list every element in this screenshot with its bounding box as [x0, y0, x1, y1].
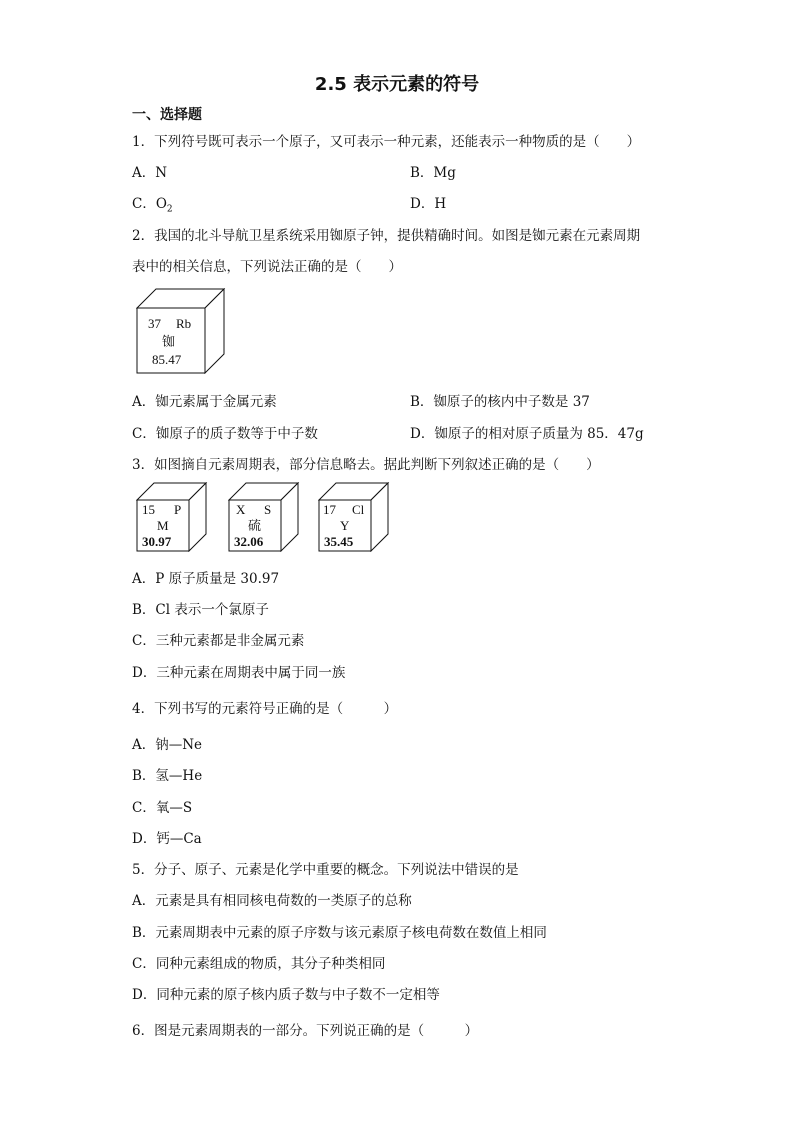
cl-mass: 35.45 [324, 534, 354, 549]
q1-option-c-subscript: 2 [166, 204, 173, 215]
q2-option-d: D．铷原子的相对原子质量为 85．47g [410, 426, 644, 442]
q1-option-b: B．Mg [410, 165, 456, 181]
question-6-stem: 6．图是元素周期表的一部分。下列说正确的是（ ） [132, 1023, 479, 1039]
cl-symbol: Cl [352, 502, 365, 517]
question-5-stem: 5．分子、原子、元素是化学中重要的概念。下列说法中错误的是 [132, 862, 519, 878]
q1-option-c-text: C．O [132, 196, 167, 212]
p-name: M [157, 518, 169, 533]
q5-option-c: C．同种元素组成的物质，其分子种类相同 [132, 956, 386, 972]
rb-name: 铷 [162, 334, 176, 349]
p-atomic-number: 15 [142, 502, 155, 517]
q5-option-d: D．同种元素的原子核内质子数与中子数不一定相等 [132, 987, 440, 1003]
q5-option-b: B．元素周期表中元素的原子序数与该元素原子核电荷数在数值上相同 [132, 925, 547, 941]
q3-option-b: B．Cl 表示一个氯原子 [132, 602, 269, 618]
q3-option-c: C．三种元素都是非金属元素 [132, 633, 305, 649]
s-atomic-number: X [236, 502, 246, 517]
section-heading: 一、选择题 [132, 107, 202, 123]
q4-option-d: D．钙—Ca [132, 831, 202, 847]
sulfur-element-cell [228, 482, 300, 552]
rubidium-element-cell [136, 288, 226, 374]
rb-atomic-number: 37 [148, 316, 161, 331]
q4-option-c: C．氧—S [132, 800, 193, 816]
question-3-stem: 3．如图摘自元素周期表，部分信息略去。据此判断下列叙述正确的是（ ） [132, 457, 600, 473]
s-name: 硫 [248, 518, 262, 533]
question-1-stem: 1．下列符号既可表示一个原子，又可表示一种元素，还能表示一种物质的是（ ） [132, 134, 641, 150]
q1-option-d: D．H [410, 196, 447, 212]
p-mass: 30.97 [142, 534, 172, 549]
q4-option-a: A．钠—Ne [132, 737, 203, 753]
q2-option-c: C．铷原子的质子数等于中子数 [132, 426, 318, 442]
q3-option-a: A．P 原子质量是 30.97 [132, 571, 280, 587]
q1-option-a: A．N [132, 165, 168, 181]
s-mass: 32.06 [234, 534, 264, 549]
page-title: 2.5 表示元素的符号 [314, 74, 480, 95]
q4-option-b: B．氢—He [132, 768, 203, 784]
q3-option-d: D．三种元素在周期表中属于同一族 [132, 665, 346, 681]
rb-mass: 85.47 [152, 352, 182, 367]
question-4-stem: 4．下列书写的元素符号正确的是（ ） [132, 701, 398, 717]
q2-option-a: A．铷元素属于金属元素 [132, 394, 277, 410]
chlorine-element-cell [318, 482, 390, 552]
cl-name: Y [340, 518, 350, 533]
question-2-stem-line-2: 表中的相关信息，下列说法正确的是（ ） [132, 259, 402, 275]
question-2-stem-line-1: 2．我国的北斗导航卫星系统采用铷原子钟，提供精确时间。如图是铷元素在元素周期 [132, 228, 641, 244]
cl-atomic-number: 17 [323, 502, 336, 517]
q1-option-c [132, 192, 173, 215]
rb-symbol: Rb [176, 316, 192, 331]
p-symbol: P [174, 502, 182, 517]
q2-option-b: B．铷原子的核内中子数是 37 [410, 394, 590, 410]
q5-option-a: A．元素是具有相同核电荷数的一类原子的总称 [132, 893, 412, 909]
s-symbol: S [264, 502, 272, 517]
phosphorus-element-cell [136, 482, 208, 552]
